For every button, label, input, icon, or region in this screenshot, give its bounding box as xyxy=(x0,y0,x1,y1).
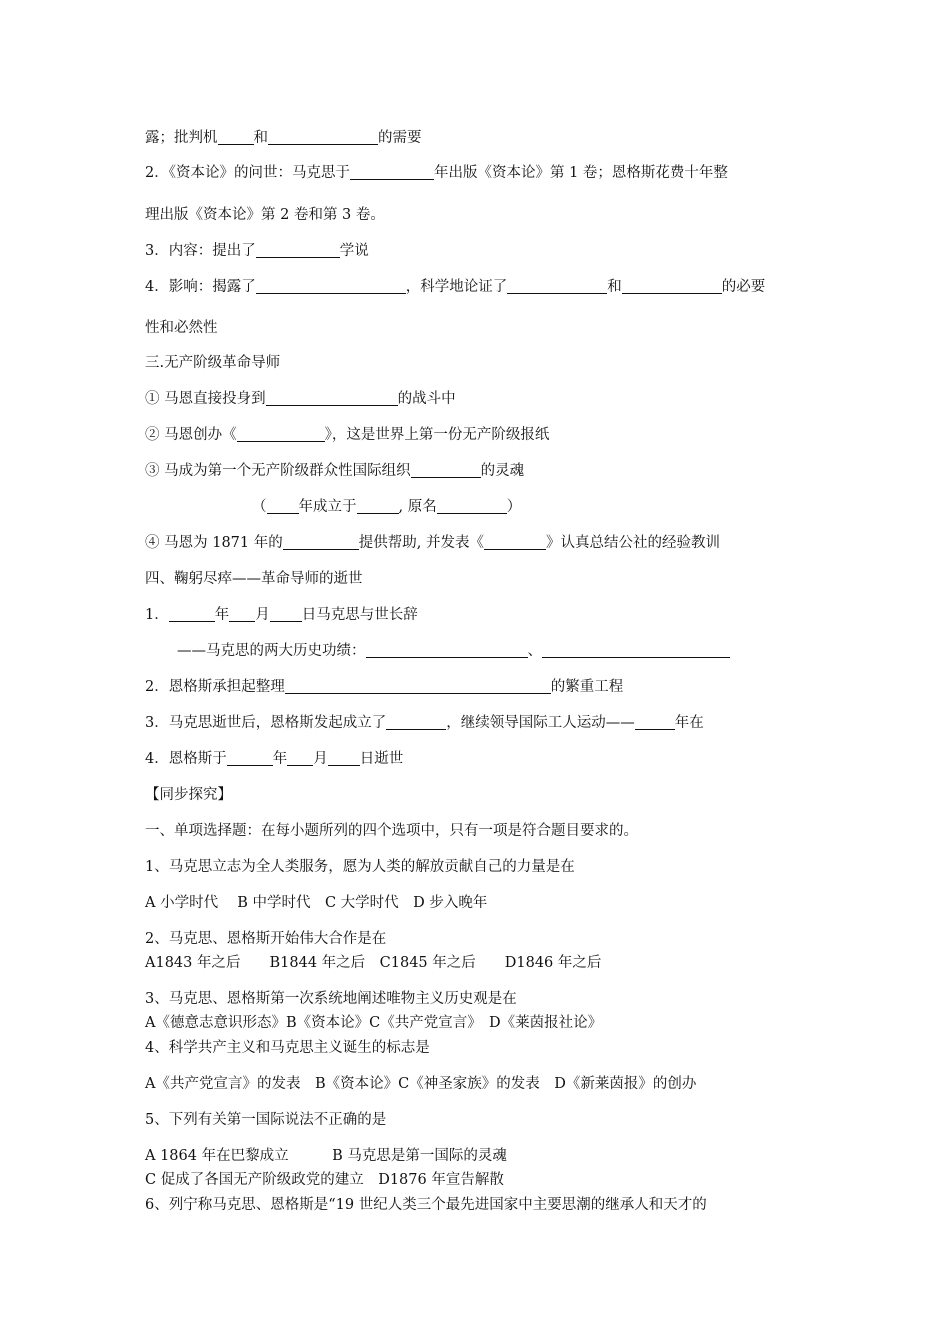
question: 3、马克思、恩格斯第一次系统地阐述唯物主义历史观是在 xyxy=(145,991,517,1007)
blank xyxy=(350,164,434,180)
blank xyxy=(622,278,722,294)
section-heading: 三.无产阶级革命导师 xyxy=(145,355,281,371)
answer-options: A 1864 年在巴黎成立 B 马克思是第一国际的灵魂 xyxy=(145,1148,507,1164)
blank xyxy=(268,129,378,145)
text-line: 3．马克思逝世后，恩格斯发起成立了 ，继续领导国际工人运动—— 年在 xyxy=(145,715,704,731)
text-line: 2．《资本论》的问世：马克思于 年出版《资本论》第 1 卷；恩格斯花费十年整 xyxy=(145,165,728,181)
blank xyxy=(437,498,507,514)
answer-options: A《德意志意识形态》B《资本论》C《共产党宣言》 D《莱茵报社论》 xyxy=(145,1015,603,1031)
text-line: 露；批判机 和 的需要 xyxy=(145,130,422,146)
section-heading: 【同步探究】 xyxy=(145,787,232,803)
text-line: ③ 马成为第一个无产阶级群众性国际组织 的灵魂 xyxy=(145,463,525,479)
answer-options: A《共产党宣言》的发表 B《资本论》C《神圣家族》的发表 D《新莱茵报》的创办 xyxy=(145,1076,697,1092)
blank xyxy=(386,714,446,730)
section-heading: 四、鞠躬尽瘁——革命导师的逝世 xyxy=(145,571,363,587)
answer-options: A1843 年之后 B1844 年之后 C1845 年之后 D1846 年之后 xyxy=(145,955,602,971)
blank xyxy=(266,390,398,406)
text-line: 4．影响：揭露了 ，科学地论证了 和 的必要 xyxy=(145,279,766,295)
blank xyxy=(285,678,551,694)
blank xyxy=(366,642,528,658)
blank xyxy=(256,278,406,294)
question: 4、科学共产主义和马克思主义诞生的标志是 xyxy=(145,1040,430,1056)
text-line: 3．内容：提出了 学说 xyxy=(145,243,369,259)
blank xyxy=(256,242,340,258)
text-line: 4．恩格斯于 年 月 日逝世 xyxy=(145,751,404,767)
answer-options: A 小学时代 B 中学时代 C 大学时代 D 步入晚年 xyxy=(145,895,488,911)
blank xyxy=(237,426,325,442)
blank xyxy=(283,534,359,550)
text-line: 性和必然性 xyxy=(145,320,218,336)
blank xyxy=(287,750,313,766)
text-line: 一、单项选择题：在每小题所列的四个选项中，只有一项是符合题目要求的。 xyxy=(145,823,638,839)
blank xyxy=(411,462,481,478)
question: 1、马克思立志为全人类服务，愿为人类的解放贡献自己的力量是在 xyxy=(145,859,575,875)
text-line: 2．恩格斯承担起整理 的繁重工程 xyxy=(145,679,624,695)
blank xyxy=(270,606,302,622)
blank xyxy=(218,129,254,145)
blank xyxy=(635,714,675,730)
blank xyxy=(169,606,215,622)
question: 6、列宁称马克思、恩格斯是“19 世纪人类三个最先进国家中主要思潮的继承人和天才的 xyxy=(145,1197,707,1213)
text-line: ① 马恩直接投身到 的战斗中 xyxy=(145,391,456,407)
question: 2、马克思、恩格斯开始伟大合作是在 xyxy=(145,931,387,947)
blank xyxy=(357,498,399,514)
question: 5、下列有关第一国际说法不正确的是 xyxy=(145,1112,387,1128)
text-line: ④ 马恩为 1871 年的 提供帮助, 并发表《 》认真总结公社的经验教训 xyxy=(145,535,720,551)
answer-options: C 促成了各国无产阶级政党的建立 D1876 年宣告解散 xyxy=(145,1172,504,1188)
blank xyxy=(542,642,730,658)
blank xyxy=(484,534,546,550)
blank xyxy=(229,606,255,622)
blank xyxy=(267,498,299,514)
text-line: ② 马恩创办《 》，这是世界上第一份无产阶级报纸 xyxy=(145,427,550,443)
text-line: （ 年成立于 , 原名 ） xyxy=(252,499,522,515)
text-line: 1． 年 月 日马克思与世长辞 xyxy=(145,607,418,623)
text-line: ——马克思的两大历史功绩： 、 xyxy=(177,641,730,661)
blank xyxy=(328,750,360,766)
blank xyxy=(507,278,607,294)
blank xyxy=(227,750,273,766)
text-line: 理出版《资本论》第 2 卷和第 3 卷。 xyxy=(145,207,385,223)
